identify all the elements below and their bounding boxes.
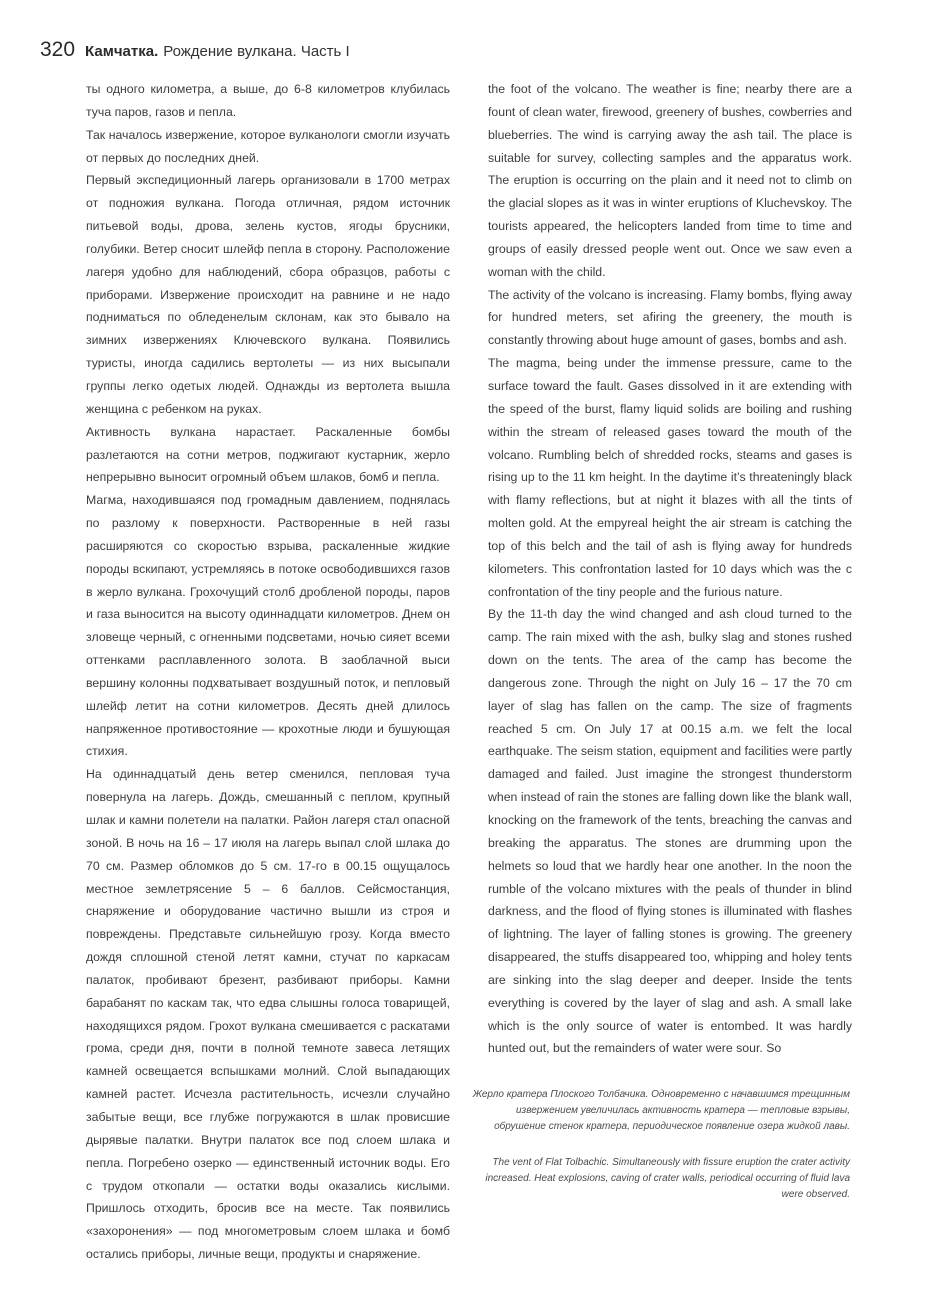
paragraph: The activity of the volcano is increasing. Flamy bombs, flying away for hundred meters, set afiring the greenery, the mouth is constantly throwing about huge amount of gases, bombs and ash. (488, 287, 852, 348)
paragraph: The magma, being under the immense pressure, came to the surface toward the fault. Gases dissolved in it are extending with the speed of the burst, flamy liquid solids are boiling and rushing within the stream of released gases toward the mouth of the volcano. Rumbling belch of shredded rocks, steams and gases is rising up to the 11 km height. In the daytime it’s threateningly black with flamy reflections, but at night it blazes with all the tints of molten gold. At the empyreal height the air stream is catching the top of this belch and the tail of ash is flying away for hundreds kilometers. This confrontation lasted for 10 days which was the c confrontation of the tiny people and the furious nature. (488, 356, 852, 599)
paragraph: Первый экспедиционный лагерь организовали в 1700 метрах от подножия вулкана. Погода отличная, рядом источник питьевой воды, дрова, зелень кустов, ягоды брусники, голубики. Ветер сносит шлейф пепла в сторону. Расположение лагеря удобно для наблюдений, сбора образцов, работы с приборами. Извержение происходит на равнине и не надо подниматься по обледенелым склонам, как это бывало на зимних извержениях Ключевского вулкана. Появились туристы, иногда садились вертолеты — из них высыпали группы легко одетых людей. Однажды из вертолета вышла женщина с ребенком на руках. (86, 173, 450, 416)
paragraph: ты одного километра, а выше, до 6-8 километров клубилась туча паров, газов и пепла. (86, 82, 450, 119)
paragraph: На одиннадцатый день ветер сменился, пепловая туча повернула на лагерь. Дождь, смешанный с пеплом, крупный шлак и камни полетели на палатки. Район лагеря стал опасной зоной. В ночь на 16 – 17 июля на лагерь выпал слой шлака до 70 см. Размер обломков до 5 см. 17-го в 00.15 ощущалось местное землетрясение 5 – 6 баллов. Сейсмостанция, снаряжение и оборудование частично вышли из строя и повреждены. Представьте сильнейшую грозу. Когда вместо дождя сплошной стеной летят камни, стучат по каркасам палаток, пробивают брезент, разбивают приборы. Камни барабанят по каскам так, что едва слышны голоса товарищей, находящихся рядом. Грохот вулкана смешивается с раскатами грома, среди дня, почти в полной темноте завеса летящих камней освещается вспышками молний. Слой выпадающих камней растет. Исчезла растительность, исчезли случайно забытые вещи, все глубже погружаются в шлак провисшие дырявые палатки. Внутри палаток все под слоем шлака и пепла. Погребено озерко — единственный источник воды. Его с трудом откопали — остатки воды оказались кислыми. Пришлось отходить, бросив все на месте. Так появились «захоронения» — под многометровым слоем шлака и бомб остались приборы, личные вещи, продукты и снаряжение. (86, 767, 450, 1262)
paragraph: By the 11-th day the wind changed and ash cloud turned to the camp. The rain mixed with the ash, bulky slag and stones rushed down on the tents. The area of the camp has become the dangerous zone. Through the night on July 16 – 17 the 70 cm layer of slag has fallen on the camp. The size of fragments reached 5 cm. On July 17 at 00.15 a.m. we felt the local earthquake. The seism station, equipment and facilities were partly damaged and failed. Just imagine the strongest thunderstorm when instead of rain the stones are falling down like the blank wall, knocking on the framework of the tents, breaching the canvas and breaking the apparatus. The stones are drumming upon the helmets so loud that we hardly hear one another. In the noon the rumble of the volcano mixtures with the peals of thunder in blind darkness, and the flood of flying stones is illuminated with flashes of lightning. The layer of falling stones is growing. The greenery disappeared, the stuffs disappeared too, whipping and holey tents are sinking into the slag deeper and deeper. Inside the tents everything is covered by the layer of slag and ash. A small lake which is the only source of water is entombed. It was hardly hunted out, but the remainders of water were sour. So (488, 607, 852, 1056)
paragraph: Так началось извержение, которое вулканологи смогли изучать от первых до последних дней. (86, 127, 450, 165)
paragraph: Магма, находившаяся под громадным давлением, поднялась по разлому к поверхности. Растворенные в ней газы расширяются со скоростью взрыва, раскаленные жидкие породы вскипают, устремляясь в потоке освободившихся газов в жерло вулкана. Грохочущий столб дробленой породы, паров и газа выносится на высоту одиннадцати километров. Днем он зловеще черный, с огненными подсветами, ночью сияет всеми оттенками расплавленного золота. В заоблачной выси вершину колонны подхватывает воздушный поток, и пепловый шлейф летит на сотни километров. Десять дней длилось напряженное противостояние — крохотные люди и бушующая стихия. (86, 493, 450, 759)
photo-caption-english: The vent of Flat Tolbachic. Simultaneously with fissure eruption the crater activity increased. Heat explosions, caving of crater walls, periodical occurring of fluid lava were observed. (485, 1157, 850, 1201)
page-number: 320 (40, 38, 76, 61)
russian-text-column (86, 78, 450, 1266)
paragraph: the foot of the volcano. The weather is fine; nearby there are a fount of clean water, firewood, greenery of bushes, cowberries and blueberries. The wind is carrying away the ash tail. The place is suitable for survey, collecting samples and the apparatus work. The eruption is occurring on the plain and it need not to climb on the glacial slopes as it was in winter eruptions of Kluchevskoy. The tourists appeared, the helicopters landed from time to time and groups of easily dressed people went out. Once we saw even a woman with the child. (488, 82, 852, 279)
english-text-column (488, 78, 852, 1060)
photo-caption-russian: Жерло кратера Плоского Толбачика. Одновременно с начавшимся трещинным извержением увеличилась активность кратера — тепловые взрывы, обрушение стенок кратера, периодическое появление озера жидкой лавы. (472, 1089, 850, 1133)
paragraph: Активность вулкана нарастает. Раскаленные бомбы разлетаются на сотни метров, поджигают кустарник, жерло непрерывно выносит огромный объем шлаков, бомб и пепла. (86, 424, 450, 485)
chapter-title: Камчатка. (85, 43, 159, 60)
chapter-subtitle: Рождение вулкана. Часть I (163, 43, 350, 60)
page-header (40, 38, 350, 66)
